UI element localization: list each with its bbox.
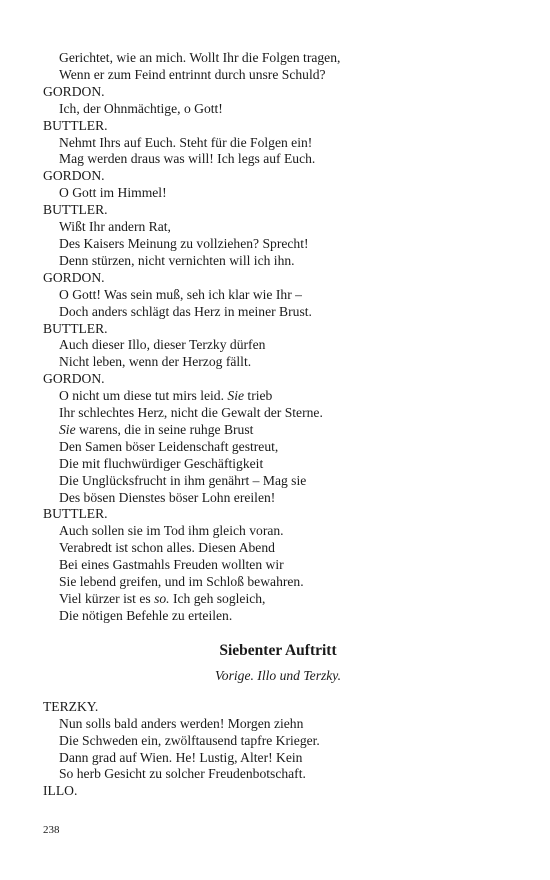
page-number: 238 bbox=[43, 824, 60, 836]
verse-line: Denn stürzen, nicht vernichten will ich ihn. bbox=[59, 252, 295, 268]
verse-line: Nehmt Ihrs auf Euch. Steht für die Folgen ein! bbox=[59, 134, 313, 150]
verse-text: trieb bbox=[244, 388, 273, 404]
verse-line: So herb Gesicht zu solcher Freudenbotschaft. bbox=[59, 766, 306, 782]
verse-line: Die Unglücksfrucht in ihm genährt – Mag sie bbox=[59, 472, 307, 488]
emphasized-word: Sie bbox=[59, 421, 76, 437]
verse-text: Viel kürzer ist es bbox=[59, 591, 151, 606]
verse-text: O nicht um diese tut mirs leid. bbox=[59, 388, 224, 404]
verse-line: O Gott! Was sein muß, seh ich klar wie Ihr – bbox=[59, 286, 302, 302]
speaker-name: GORDON. bbox=[43, 269, 105, 285]
verse-line: Den Samen böser Leidenschaft gestreut, bbox=[59, 438, 279, 454]
verse-line: Ich, der Ohnmächtige, o Gott! bbox=[59, 100, 223, 116]
speaker-name: GORDON. bbox=[43, 83, 105, 99]
verse-line: Nun solls bald anders werden! Morgen ziehn bbox=[59, 715, 304, 731]
speaker-name: BUTTLER. bbox=[43, 202, 108, 218]
verse-line bbox=[43, 388, 513, 405]
verse-line: Ihr schlechtes Herz, nicht die Gewalt der Sterne. bbox=[59, 405, 323, 421]
verse-line: Wißt Ihr andern Rat, bbox=[59, 219, 171, 235]
verse-line: Des bösen Dienstes böser Lohn ereilen! bbox=[59, 489, 276, 505]
speaker-name: BUTTLER. bbox=[43, 117, 108, 133]
speaker-name: GORDON. bbox=[43, 168, 105, 184]
scene-title: Siebenter Auftritt bbox=[219, 641, 337, 659]
verse-line: Bei eines Gastmahls Freuden wollten wir bbox=[59, 557, 284, 573]
verse-text: warens, die in seine ruhge Brust bbox=[75, 421, 254, 437]
speaker-name: GORDON. bbox=[43, 371, 105, 387]
emphasized-word: Sie bbox=[227, 388, 245, 404]
verse-line: Die Schweden ein, zwölftausend tapfre Krieger. bbox=[59, 732, 320, 748]
emphasized-word: so. bbox=[154, 591, 170, 606]
speaker-name: TERZKY. bbox=[43, 698, 99, 714]
verse-line: Wenn er zum Feind entrinnt durch unsre Schuld? bbox=[59, 66, 326, 82]
verse-line: Auch dieser Illo, dieser Terzky dürfen bbox=[59, 337, 266, 353]
verse-line: Des Kaisers Meinung zu vollziehen? Sprecht! bbox=[59, 235, 309, 251]
verse-line: Dann grad auf Wien. He! Lustig, Alter! Kein bbox=[59, 749, 303, 765]
verse-text: Ich geh sogleich, bbox=[169, 591, 266, 606]
verse-line: Sie lebend greifen, und im Schloß bewahren. bbox=[59, 574, 304, 590]
speaker-name: ILLO. bbox=[43, 783, 78, 799]
verse-line bbox=[43, 422, 513, 439]
verse-line: Nicht leben, wenn der Herzog fällt. bbox=[59, 354, 252, 370]
scene-stage-direction: Vorige. Illo und Terzky. bbox=[215, 667, 341, 683]
verse-line: Die nötigen Befehle zu erteilen. bbox=[59, 607, 233, 623]
speaker-name: BUTTLER. bbox=[43, 320, 108, 336]
verse-line: Verabredt ist schon alles. Diesen Abend bbox=[59, 540, 275, 556]
verse-line: O Gott im Himmel! bbox=[59, 185, 167, 201]
text-column bbox=[43, 50, 513, 800]
verse-line: Mag werden draus was will! Ich legs auf Euch. bbox=[59, 151, 316, 167]
verse-line bbox=[43, 591, 513, 608]
verse-line: Gerichtet, wie an mich. Wollt Ihr die Folgen tragen, bbox=[59, 50, 341, 65]
dialogue-block-1 bbox=[43, 50, 513, 625]
verse-line: Doch anders schlägt das Herz in meiner Brust. bbox=[59, 303, 312, 319]
verse-line: Auch sollen sie im Tod ihm gleich voran. bbox=[59, 523, 284, 539]
verse-line: Die mit fluchwürdiger Geschäftigkeit bbox=[59, 455, 264, 471]
dialogue-block-2 bbox=[43, 699, 513, 800]
speaker-name: BUTTLER. bbox=[43, 506, 108, 522]
